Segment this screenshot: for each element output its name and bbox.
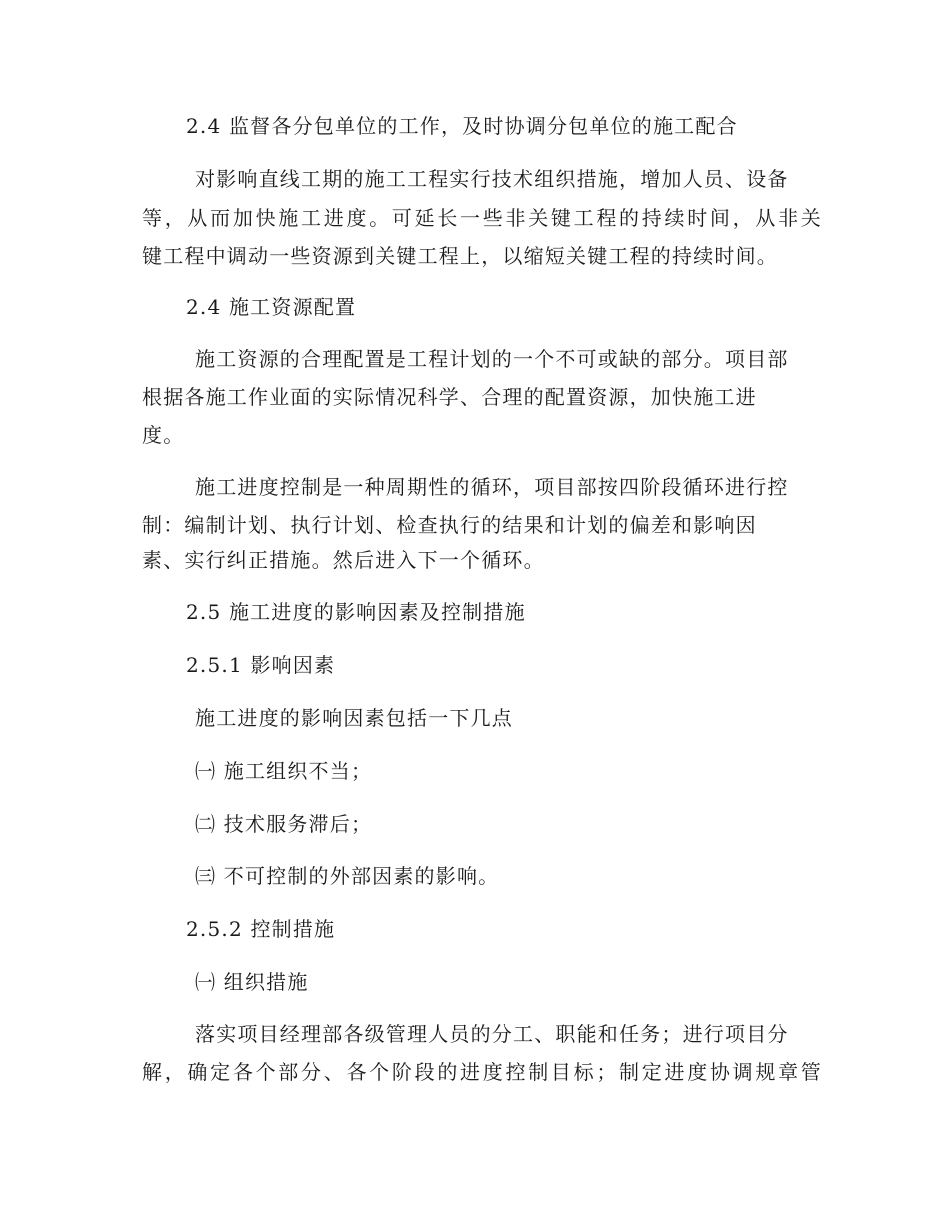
section-heading-2-5-1: 2.5.1 影响因素	[186, 653, 336, 677]
factor-item: ㈢ 不可控制的外部因素的影响。	[195, 864, 500, 888]
section-heading-2-4-resources: 2.4 施工资源配置	[186, 295, 357, 319]
section-heading-2-4-supervise: 2.4 监督各分包单位的工作，及时协调分包单位的施工配合	[186, 114, 738, 138]
paragraph-line: 施工进度控制是一种周期性的循环，项目部按四阶段循环进行控	[195, 475, 789, 499]
section-heading-2-5-2: 2.5.2 控制措施	[186, 917, 336, 941]
factor-item: ㈠ 施工组织不当；	[195, 759, 373, 783]
paragraph-line: 键工程中调动一些资源到关键工程上，以缩短关键工程的持续时间。	[142, 244, 778, 268]
paragraph-line: 素、实行纠正措施。然后进入下一个循环。	[142, 548, 545, 572]
measure-heading: ㈠ 组织措施	[195, 970, 309, 994]
paragraph-line: 施工资源的合理配置是工程计划的一个不可或缺的部分。项目部	[195, 347, 789, 371]
paragraph-line: 等，从而加快施工进度。可延长一些非关键工程的持续时间，从非关	[142, 206, 822, 230]
paragraph-line: 落实项目经理部各级管理人员的分工、职能和任务；进行项目分	[195, 1022, 789, 1046]
paragraph-line: 度。	[142, 423, 185, 447]
factor-item: ㈡ 技术服务滞后；	[195, 812, 373, 836]
paragraph-line: 制：编制计划、执行计划、检查执行的结果和计划的偏差和影响因	[142, 513, 757, 537]
section-heading-2-5: 2.5 施工进度的影响因素及控制措施	[186, 600, 526, 624]
paragraph-line: 解，确定各个部分、各个阶段的进度控制目标；制定进度协调规章管	[142, 1060, 822, 1084]
paragraph-line: 对影响直线工期的施工工程实行技术组织措施，增加人员、设备	[195, 167, 789, 191]
factors-intro: 施工进度的影响因素包括一下几点	[195, 706, 513, 730]
paragraph-line: 根据各施工作业面的实际情况科学、合理的配置资源，加快施工进	[142, 385, 757, 409]
